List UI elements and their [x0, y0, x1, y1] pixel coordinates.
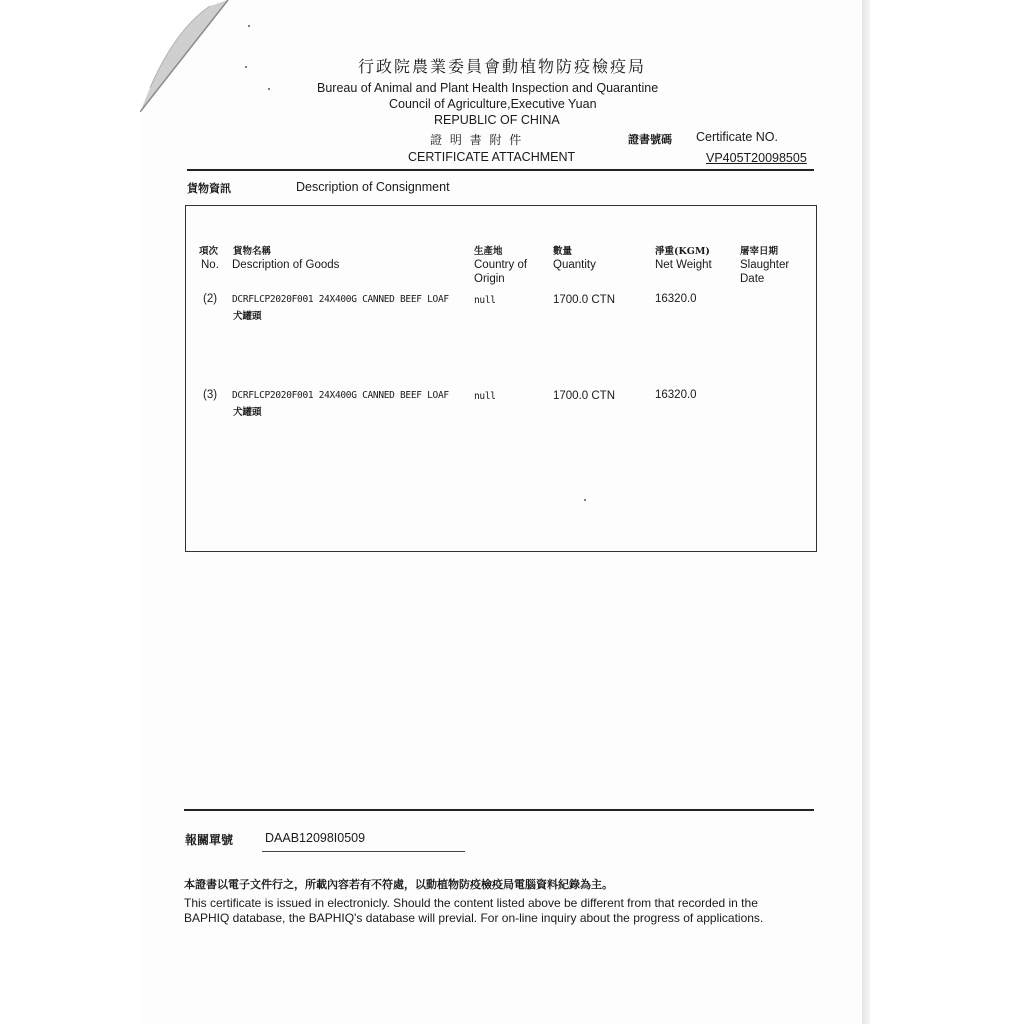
scan-speck: [245, 66, 247, 68]
council-name-en: Council of Agriculture,Executive Yuan: [389, 97, 597, 111]
declaration-no-value: DAAB12098I0509: [265, 831, 366, 845]
consignment-label-en: Description of Consignment: [296, 180, 450, 194]
scan-speck: [268, 88, 270, 90]
row-no: (3): [203, 389, 218, 401]
cert-no-label: Certificate NO.: [696, 130, 778, 144]
row-goods: DCRFLCP2020F001 24X400G CANNED BEEF LOAF: [232, 294, 449, 305]
col-no-zh: 項次: [199, 246, 219, 257]
cert-no-value: VP405T20098505: [706, 151, 807, 165]
col-net-weight: Net Weight: [655, 259, 712, 271]
row-goods: DCRFLCP2020F001 24X400G CANNED BEEF LOAF: [232, 390, 449, 401]
page-corner-curl: [140, 0, 230, 112]
col-slaughter-date-zh: 屠宰日期: [740, 246, 779, 257]
row-net-weight: 16320.0: [655, 389, 697, 401]
declaration-no-label: 報關單號: [185, 833, 234, 847]
row-origin: null: [474, 295, 496, 306]
footer-divider: [184, 809, 814, 811]
notice-zh: 本證書以電子文件行之，所載內容若有不符處，以動植物防疫檢疫局電腦資料紀錄為主。: [184, 878, 613, 891]
bureau-name-en: Bureau of Animal and Plant Health Inspection and Quarantine: [317, 81, 659, 95]
notice-en-line2: BAPHIQ database, the BAPHIQ's database will previal. For on-line inquiry about the progress of applications.: [184, 911, 764, 925]
col-slaughter-date: Slaughter Date: [740, 259, 790, 285]
consignment-label-zh: 貨物資訊: [187, 182, 231, 195]
col-goods-zh: 貨物名稱: [233, 246, 272, 257]
header-divider: [187, 169, 814, 171]
row-net-weight: 16320.0: [655, 293, 697, 305]
row-no: (2): [203, 293, 218, 305]
col-no: No.: [201, 259, 219, 271]
attachment-title-en: CERTIFICATE ATTACHMENT: [408, 150, 576, 164]
col-origin: Country of Origin: [474, 259, 528, 285]
col-quantity-zh: 數量: [553, 246, 573, 257]
row-goods-zh: 犬罐頭: [233, 311, 262, 322]
row-quantity: 1700.0 CTN: [553, 294, 616, 306]
scan-speck: [248, 25, 250, 27]
notice-en-line1: This certificate is issued in electronicly. Should the content listed above be different from that recorded in the: [184, 896, 758, 910]
cert-no-label-zh: 證書號碼: [628, 133, 672, 146]
row-origin: null: [474, 391, 496, 402]
country-name: REPUBLIC OF CHINA: [434, 113, 560, 127]
col-goods: Description of Goods: [232, 259, 340, 271]
col-quantity: Quantity: [553, 259, 596, 271]
row-goods-zh: 犬罐頭: [233, 407, 262, 418]
col-net-weight-zh: 淨重(KGM): [655, 246, 710, 257]
col-origin-zh: 生產地: [474, 246, 503, 257]
scan-background: [0, 0, 140, 1024]
row-quantity: 1700.0 CTN: [553, 390, 616, 402]
bureau-title-zh: 行政院農業委員會動植物防疫檢疫局: [358, 57, 647, 76]
declaration-no-underline: [262, 851, 465, 852]
attachment-title-zh: 證 明 書 附 件: [430, 133, 524, 147]
page-edge-shadow: [862, 0, 870, 1024]
